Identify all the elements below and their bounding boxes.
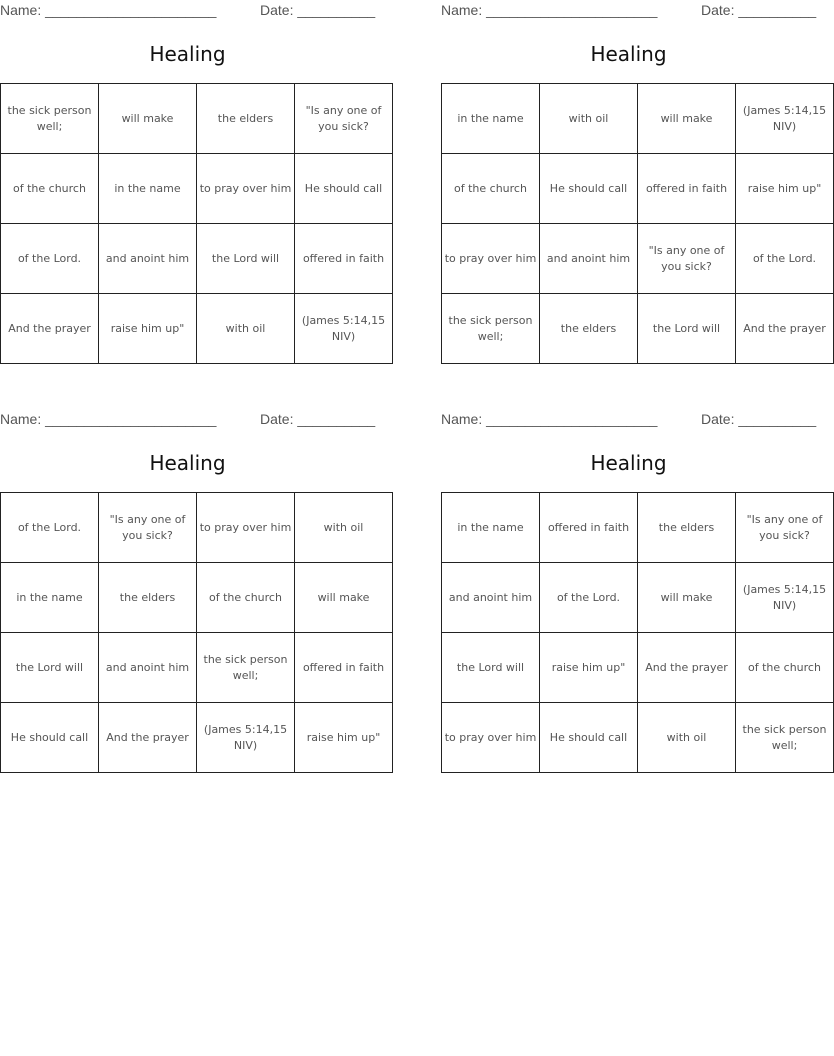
- bingo-card-3: [0, 409, 385, 782]
- grid-cell: the elders: [540, 294, 638, 364]
- grid-cell: offered in faith: [540, 493, 638, 563]
- grid-cell: and anoint him: [99, 224, 197, 294]
- bingo-grid: [441, 492, 834, 773]
- grid-row: [442, 703, 834, 773]
- grid-cell: offered in faith: [295, 224, 393, 294]
- grid-cell: the elders: [638, 493, 736, 563]
- grid-cell: of the Lord.: [736, 224, 834, 294]
- grid-cell: will make: [638, 563, 736, 633]
- grid-cell: of the Lord.: [1, 224, 99, 294]
- grid-cell: the elders: [197, 84, 295, 154]
- grid-cell: raise him up": [99, 294, 197, 364]
- bingo-card-1: [0, 0, 386, 373]
- grid-cell: "Is any one of you sick?: [99, 493, 197, 563]
- grid-cell: (James 5:14,15 NIV): [736, 84, 834, 154]
- grid-cell: raise him up": [736, 154, 834, 224]
- grid-cell: and anoint him: [99, 633, 197, 703]
- grid-cell: in the name: [99, 154, 197, 224]
- bingo-card-2: [441, 0, 827, 373]
- grid-cell: of the Lord.: [1, 493, 99, 563]
- grid-row: [442, 563, 834, 633]
- grid-cell: with oil: [295, 493, 393, 563]
- grid-row: [442, 154, 834, 224]
- grid-cell: of the Lord.: [540, 563, 638, 633]
- date-field[interactable]: Date: __________: [260, 411, 376, 427]
- grid-row: [442, 224, 834, 294]
- date-field[interactable]: Date: __________: [701, 2, 817, 18]
- grid-cell: the Lord will: [197, 224, 295, 294]
- name-field[interactable]: Name: ______________________: [441, 2, 658, 18]
- grid-cell: And the prayer: [99, 703, 197, 773]
- grid-cell: And the prayer: [736, 294, 834, 364]
- grid-cell: He should call: [540, 154, 638, 224]
- grid-cell: And the prayer: [1, 294, 99, 364]
- grid-cell: raise him up": [295, 703, 393, 773]
- grid-cell: with oil: [197, 294, 295, 364]
- grid-cell: "Is any one of you sick?: [736, 493, 834, 563]
- grid-cell: offered in faith: [638, 154, 736, 224]
- grid-cell: the Lord will: [442, 633, 540, 703]
- grid-row: [1, 703, 393, 773]
- grid-cell: of the church: [1, 154, 99, 224]
- grid-row: [1, 633, 393, 703]
- date-field[interactable]: Date: __________: [260, 2, 376, 18]
- header-line: [441, 2, 816, 20]
- grid-cell: (James 5:14,15 NIV): [295, 294, 393, 364]
- grid-cell: He should call: [540, 703, 638, 773]
- grid-row: [1, 224, 393, 294]
- date-field[interactable]: Date: __________: [701, 411, 817, 427]
- grid-cell: with oil: [638, 703, 736, 773]
- grid-cell: (James 5:14,15 NIV): [197, 703, 295, 773]
- grid-cell: the sick person well;: [197, 633, 295, 703]
- bingo-grid: [0, 83, 393, 364]
- grid-cell: "Is any one of you sick?: [638, 224, 736, 294]
- grid-cell: with oil: [540, 84, 638, 154]
- grid-cell: will make: [99, 84, 197, 154]
- grid-cell: in the name: [1, 563, 99, 633]
- grid-cell: of the church: [197, 563, 295, 633]
- grid-cell: of the church: [736, 633, 834, 703]
- grid-cell: And the prayer: [638, 633, 736, 703]
- name-field[interactable]: Name: ______________________: [0, 411, 217, 427]
- grid-row: [1, 84, 393, 154]
- grid-cell: to pray over him: [442, 224, 540, 294]
- grid-cell: of the church: [442, 154, 540, 224]
- card-title: Healing: [590, 42, 667, 66]
- grid-row: [1, 294, 393, 364]
- grid-row: [442, 294, 834, 364]
- grid-cell: the elders: [99, 563, 197, 633]
- name-field[interactable]: Name: ______________________: [441, 411, 658, 427]
- grid-row: [442, 493, 834, 563]
- grid-cell: the sick person well;: [1, 84, 99, 154]
- grid-cell: the Lord will: [638, 294, 736, 364]
- grid-cell: "Is any one of you sick?: [295, 84, 393, 154]
- grid-cell: raise him up": [540, 633, 638, 703]
- grid-cell: to pray over him: [197, 154, 295, 224]
- grid-cell: to pray over him: [442, 703, 540, 773]
- grid-cell: and anoint him: [442, 563, 540, 633]
- grid-cell: (James 5:14,15 NIV): [736, 563, 834, 633]
- grid-row: [1, 154, 393, 224]
- grid-cell: the sick person well;: [442, 294, 540, 364]
- grid-cell: He should call: [295, 154, 393, 224]
- card-title: Healing: [149, 42, 226, 66]
- bingo-card-4: [441, 409, 827, 782]
- grid-cell: and anoint him: [540, 224, 638, 294]
- grid-cell: to pray over him: [197, 493, 295, 563]
- header-line: [0, 2, 375, 20]
- grid-row: [1, 563, 393, 633]
- grid-cell: offered in faith: [295, 633, 393, 703]
- grid-row: [442, 633, 834, 703]
- grid-row: [442, 84, 834, 154]
- name-field[interactable]: Name: ______________________: [0, 2, 217, 18]
- card-title: Healing: [590, 451, 667, 475]
- grid-cell: He should call: [1, 703, 99, 773]
- bingo-grid: [441, 83, 834, 364]
- card-title: Healing: [149, 451, 226, 475]
- header-line: [0, 411, 375, 429]
- grid-cell: will make: [295, 563, 393, 633]
- grid-cell: the sick person well;: [736, 703, 834, 773]
- grid-row: [1, 493, 393, 563]
- grid-cell: in the name: [442, 493, 540, 563]
- header-line: [441, 411, 816, 429]
- bingo-grid: [0, 492, 393, 773]
- grid-cell: in the name: [442, 84, 540, 154]
- grid-cell: will make: [638, 84, 736, 154]
- grid-cell: the Lord will: [1, 633, 99, 703]
